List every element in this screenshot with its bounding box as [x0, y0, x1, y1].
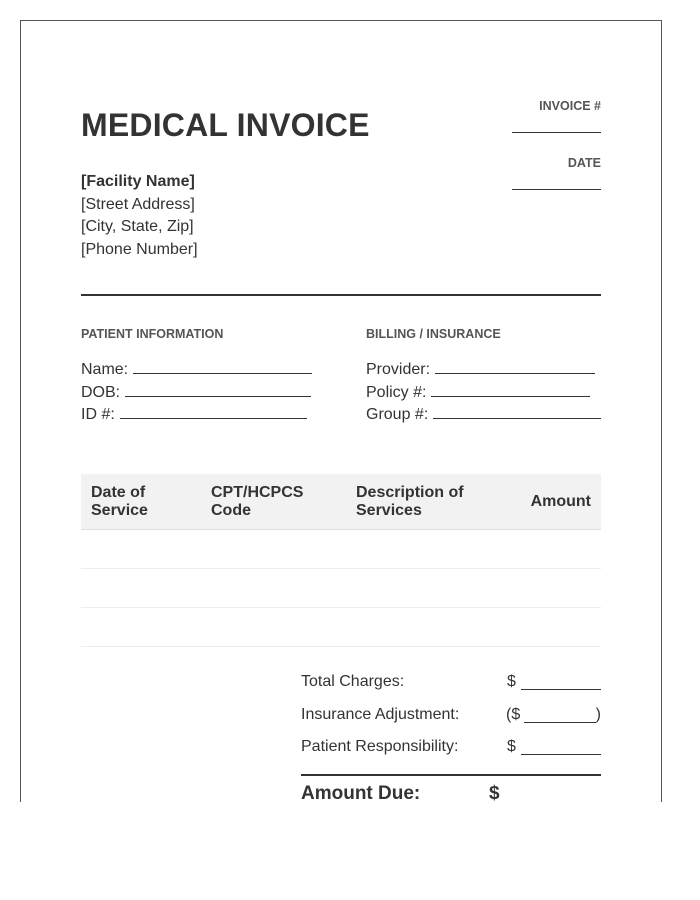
patient-name-label: Name: — [81, 361, 129, 378]
patient-info-heading: PATIENT INFORMATION — [81, 327, 224, 341]
policy-label: Policy #: — [366, 383, 427, 401]
patient-id-label: ID #: — [81, 406, 115, 423]
services-table — [81, 474, 601, 647]
patient-responsibility-currency: $ — [507, 738, 516, 755]
table-row[interactable] — [81, 530, 601, 569]
patient-responsibility-row — [301, 734, 601, 767]
insurance-adjustment-open: ($ — [506, 705, 521, 723]
patient-responsibility-field[interactable] — [521, 754, 601, 755]
total-charges-currency: $ — [507, 673, 516, 690]
total-charges-label: Total Charges: — [301, 673, 405, 690]
patient-id-field[interactable] — [120, 405, 307, 419]
facility-address — [81, 171, 198, 261]
facility-street: [Street Address] — [81, 195, 195, 213]
insurance-adjustment-field[interactable] — [524, 722, 596, 723]
policy-field[interactable] — [431, 383, 590, 397]
insurance-adjustment-label: Insurance Adjustment: — [301, 705, 460, 723]
patient-dob-label: DOB: — [81, 383, 121, 401]
amount-due-divider — [301, 774, 601, 776]
total-charges-row — [301, 669, 601, 702]
patient-responsibility-label: Patient Responsibility: — [301, 738, 459, 755]
column-header-description: Description of Services — [356, 484, 464, 519]
column-header-code: CPT/HCPCS Code — [211, 484, 304, 519]
header-divider — [81, 294, 601, 296]
invoice-title: MEDICAL INVOICE — [81, 107, 370, 143]
table-header — [81, 474, 601, 530]
amount-due-label: Amount Due: — [301, 783, 421, 802]
patient-name-field[interactable] — [133, 360, 312, 374]
column-header-amount: Amount — [530, 493, 591, 510]
table-row[interactable] — [81, 608, 601, 647]
patient-dob-field[interactable] — [125, 383, 311, 397]
facility-city: [City, State, Zip] — [81, 218, 194, 235]
date-field[interactable] — [512, 189, 601, 190]
table-row[interactable] — [81, 569, 601, 608]
date-label: DATE — [567, 156, 601, 170]
patient-fields — [81, 359, 312, 427]
totals-section — [301, 669, 601, 767]
provider-field[interactable] — [435, 360, 595, 374]
insurance-adjustment-close: ) — [595, 705, 601, 723]
billing-heading: BILLING / INSURANCE — [366, 327, 501, 341]
group-field[interactable] — [433, 405, 601, 419]
insurance-adjustment-row — [301, 702, 601, 735]
facility-phone: [Phone Number] — [81, 240, 198, 258]
invoice-page — [20, 20, 662, 802]
amount-due-currency: $ — [489, 783, 500, 802]
invoice-meta — [501, 99, 601, 190]
facility-name: [Facility Name] — [81, 173, 195, 190]
provider-label: Provider: — [366, 361, 431, 378]
total-charges-field[interactable] — [521, 689, 601, 690]
column-header-date: Date of Service — [91, 484, 148, 519]
billing-fields — [366, 359, 601, 427]
group-label: Group #: — [366, 406, 429, 423]
invoice-number-label: INVOICE # — [539, 99, 601, 113]
